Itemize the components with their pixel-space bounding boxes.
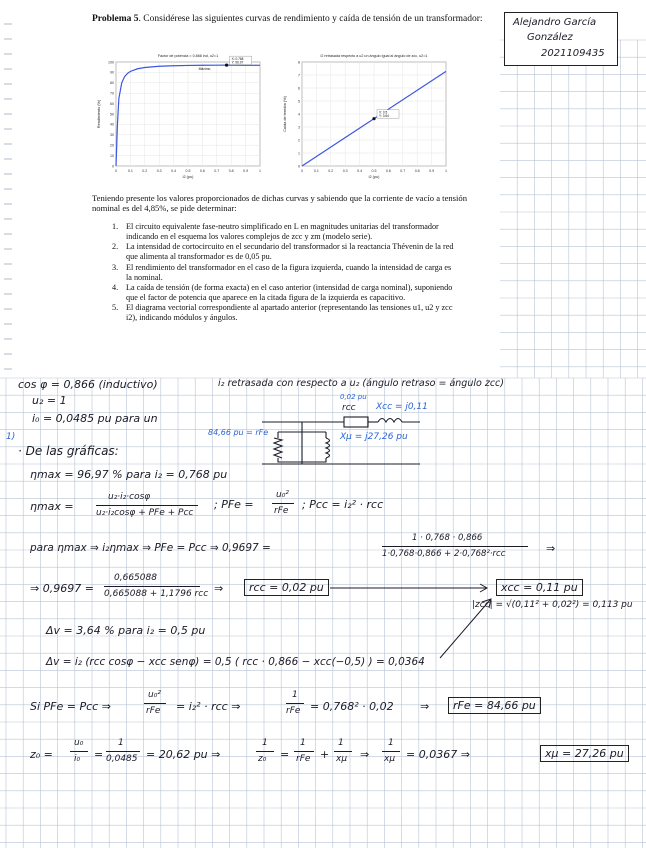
eq1-implies: ⇒ bbox=[546, 542, 556, 555]
y-axis-label: Rendimiento (%) bbox=[97, 99, 101, 129]
eq4-rfe-den: rFe bbox=[296, 754, 311, 764]
circuit-rcc-label: rcc bbox=[342, 403, 356, 413]
x-axis-label: i2 (pu) bbox=[182, 175, 194, 179]
question-number: 3. bbox=[112, 262, 119, 272]
formula-eta: ηmax = bbox=[30, 500, 74, 513]
x-tick-label: 0.5 bbox=[185, 169, 191, 173]
y-tick-label: 4 bbox=[298, 112, 300, 117]
y-tick-label: 6 bbox=[298, 86, 300, 91]
note-part-1-mark: 1) bbox=[6, 432, 16, 442]
eq4-one: 1 bbox=[118, 738, 124, 748]
y-tick-label: 5 bbox=[298, 99, 300, 104]
xmu-inductor bbox=[326, 438, 330, 458]
x-tick-label: 0.3 bbox=[156, 169, 162, 173]
question-list bbox=[112, 222, 457, 324]
formula-eta-denominator: u₂·i₂cosφ + PFe + Pcc bbox=[96, 508, 194, 518]
question-item bbox=[112, 242, 457, 262]
x-tick-label: 0.4 bbox=[171, 169, 177, 173]
question-number: 1. bbox=[112, 222, 119, 231]
x-tick-label: 0.7 bbox=[400, 169, 406, 173]
eq3-start: Si PFe = Pcc ⇒ bbox=[30, 700, 111, 713]
fraction-bar bbox=[70, 751, 88, 752]
datatip-x: X: 0.5 bbox=[379, 110, 388, 115]
eq4-plus: + bbox=[320, 748, 330, 761]
x-tick-label: 0.9 bbox=[429, 169, 435, 173]
result-xcc: xcc = 0,11 pu bbox=[496, 579, 583, 596]
eq4-i0-value: 0,0485 bbox=[106, 754, 138, 764]
fraction-bar bbox=[334, 751, 352, 752]
fraction-bar bbox=[104, 586, 200, 587]
circuit-xcc-label: Xcc = j0,11 bbox=[376, 402, 428, 412]
eq4-eq: = bbox=[94, 748, 104, 761]
problem-paragraph: Teniendo presente los valores proporcionados de dichas curvas y sabiendo que la corriente de vacío a tensión nominal es del 4,85%, se pide determinar: bbox=[92, 193, 468, 214]
datatip-x: X: 0.768 bbox=[231, 56, 244, 61]
eq4-result-inv: = 0,0367 ⇒ bbox=[406, 748, 470, 761]
result-zcc-magnitude: |zcc| = √(0,11² + 0,02²) = 0,113 pu bbox=[472, 600, 633, 610]
question-item bbox=[112, 283, 457, 303]
x-tick-label: 0.2 bbox=[328, 169, 334, 173]
arrow-to-xcc-from-dv bbox=[436, 596, 496, 660]
formula-pfe-label: ; PFe = bbox=[214, 498, 254, 511]
student-surname: González bbox=[527, 32, 573, 43]
y-tick-label: 8 bbox=[298, 60, 300, 65]
x-tick-label: 0 bbox=[301, 169, 303, 173]
x-tick-label: 0.8 bbox=[228, 169, 234, 173]
eq3-implies: ⇒ bbox=[420, 700, 430, 713]
fraction-bar bbox=[294, 751, 314, 752]
rfe-resistor bbox=[274, 438, 282, 458]
eq3-rfe: rFe bbox=[286, 706, 301, 716]
question-number: 2. bbox=[112, 242, 119, 252]
voltage-drop-chart-svg bbox=[278, 48, 454, 184]
eq3-one: 1 bbox=[292, 690, 298, 700]
formula-pcc: ; Pcc = i₂² · rcc bbox=[302, 498, 384, 511]
eq1-numerator: 1 · 0,768 · 0,866 bbox=[412, 533, 483, 543]
question-text: El rendimiento del transformador en el caso de la figura izquierda, cuando la intensidad de carga es la nominal. bbox=[126, 262, 452, 282]
result-rcc: rcc = 0,02 pu bbox=[244, 579, 329, 596]
y-axis-label: Caída de tensión (%) bbox=[283, 96, 287, 132]
fraction-bar bbox=[106, 751, 140, 752]
eq2-lhs: ⇒ 0,9697 = bbox=[30, 582, 94, 595]
chart-title: i2 retrasada respecto a u2 un ángulo igual al ángulo de zcc, u2=1 bbox=[320, 54, 428, 58]
note-i0: i₀ = 0,0485 pu para un bbox=[32, 412, 158, 425]
problem-label: Problema 5 bbox=[92, 14, 139, 24]
y-tick-label: 80 bbox=[110, 81, 114, 86]
x-tick-label: 1 bbox=[259, 169, 261, 173]
x-tick-label: 0.8 bbox=[414, 169, 420, 173]
eq4-implies: ⇒ bbox=[360, 748, 370, 761]
y-tick-label: 60 bbox=[110, 101, 114, 106]
eq4-one-b: 1 bbox=[262, 738, 268, 748]
x-tick-label: 0.5 bbox=[371, 169, 377, 173]
eq4-one-e: 1 bbox=[388, 738, 394, 748]
chart-title: Factor de potencia = 0.866 ind, u2=1 bbox=[157, 54, 219, 58]
fraction-bar bbox=[256, 751, 274, 752]
x-axis-label: i2 (pu) bbox=[368, 175, 380, 179]
x-tick-label: 0.4 bbox=[357, 169, 363, 173]
eq3-value: = 0,768² · 0,02 bbox=[310, 700, 394, 713]
arrow-to-xcc bbox=[330, 580, 494, 594]
y-tick-label: 100 bbox=[108, 60, 114, 65]
y-tick-label: 40 bbox=[110, 122, 114, 127]
efficiency-chart bbox=[92, 48, 268, 184]
y-tick-label: 2 bbox=[298, 138, 300, 143]
y-tick-label: 30 bbox=[110, 133, 114, 138]
note-max-efficiency: ηmax = 96,97 % para i₂ = 0,768 pu bbox=[30, 468, 228, 481]
student-name-box bbox=[504, 12, 618, 66]
eq1-denominator: 1·0,768·0,866 + 2·0,768²·rcc bbox=[382, 549, 506, 559]
fraction-bar bbox=[382, 751, 400, 752]
x-tick-label: 0.3 bbox=[342, 169, 348, 173]
question-number: 4. bbox=[112, 282, 119, 292]
eq4-xmu-den: xμ bbox=[336, 754, 348, 764]
rcc-resistor bbox=[344, 417, 368, 427]
question-item bbox=[112, 263, 457, 283]
eq2-numerator: 0,665088 bbox=[114, 573, 157, 583]
annotation-label: Máximo bbox=[198, 67, 211, 72]
circuit-rcc-value: 0,02 pu bbox=[340, 393, 367, 401]
eq4-i0: i₀ bbox=[74, 754, 81, 764]
result-rfe: rFe = 84,66 pu bbox=[448, 697, 541, 714]
y-tick-label: 10 bbox=[110, 153, 114, 158]
question-text: La caída de tensión (de forma exacta) en el caso anterior (intensidad de carga nominal), suponiendo que el factor de potencia que aparece en la citada figura de la izquierda es capacitivo. bbox=[126, 282, 453, 302]
x-tick-label: 0.6 bbox=[199, 169, 205, 173]
eq2-denominator: 0,665088 + 1,1796 rcc bbox=[104, 589, 209, 599]
question-text: El diagrama vectorial correspondiente al apartado anterior (representando las tensiones u1, u2 y zcc i2), indicando módulos y ángulos. bbox=[126, 303, 453, 323]
y-tick-label: 70 bbox=[110, 91, 114, 96]
formula-eta-numerator: u₂·i₂·cosφ bbox=[108, 492, 151, 502]
fraction-bar bbox=[382, 546, 528, 547]
note-voltage-drop: Δv = 3,64 % para i₂ = 0,5 pu bbox=[46, 624, 206, 637]
x-tick-label: 0.2 bbox=[142, 169, 148, 173]
y-tick-label: 1 bbox=[298, 151, 300, 156]
x-tick-label: 1 bbox=[445, 169, 447, 173]
note-from-graphs: · De las gráficas: bbox=[18, 444, 119, 458]
formula-pfe-denominator: rFe bbox=[274, 506, 289, 516]
circuit-xmu-label: Xμ = j27,26 pu bbox=[340, 432, 408, 442]
x-tick-label: 0.1 bbox=[313, 169, 319, 173]
fraction-bar bbox=[144, 703, 166, 704]
note-u2: u₂ = 1 bbox=[32, 394, 67, 407]
student-id: 2021109435 bbox=[541, 48, 605, 59]
note-power-factor: cos φ = 0,866 (inductivo) bbox=[18, 378, 158, 391]
question-item bbox=[112, 303, 457, 323]
problem-intro: . Considérese las siguientes curvas de rendimiento y caída de tensión de un transformador: bbox=[138, 14, 483, 24]
x-tick-label: 0.9 bbox=[243, 169, 249, 173]
x-tick-label: 0.7 bbox=[214, 169, 220, 173]
y-tick-label: 7 bbox=[298, 73, 300, 78]
eq4-one-d: 1 bbox=[338, 738, 344, 748]
note-eta-condition: para ηmax ⇒ i₂ηmax ⇒ PFe = Pcc ⇒ 0,9697 = bbox=[30, 542, 271, 554]
data-marker bbox=[372, 117, 375, 120]
eq3-mid: = i₂² · rcc ⇒ bbox=[176, 700, 241, 713]
question-item bbox=[112, 222, 457, 242]
circuit-rfe-label: 84,66 pu = rFe bbox=[208, 428, 269, 437]
eq3-numerator: u₀² bbox=[148, 690, 161, 700]
y-tick-label: 50 bbox=[110, 112, 114, 117]
problem-statement bbox=[92, 14, 492, 25]
eq4-z0: z₀ = bbox=[30, 748, 53, 761]
formula-pfe-numerator: u₀² bbox=[276, 490, 289, 500]
efficiency-chart-svg bbox=[92, 48, 268, 184]
question-text: La intensidad de cortocircuito en el secundario del transformador si la reactancia Thévenin de la red que alimenta al transformador es de 0,05 pu. bbox=[126, 242, 454, 262]
eq4-one-c: 1 bbox=[300, 738, 306, 748]
eq2-implies: ⇒ bbox=[214, 582, 224, 595]
formula-voltage-drop: Δv = i₂ (rcc cosφ − xcc senφ) = 0,5 ( rcc · 0,866 − xcc(−0,5) ) = 0,0364 bbox=[46, 656, 425, 668]
result-xmu: xμ = 27,26 pu bbox=[540, 745, 629, 762]
x-tick-label: 0.1 bbox=[127, 169, 133, 173]
y-tick-label: 0 bbox=[298, 164, 300, 169]
x-tick-label: 0.6 bbox=[385, 169, 391, 173]
eq4-z0-den: z₀ bbox=[258, 754, 267, 764]
eq4-eq-b: = bbox=[280, 748, 290, 761]
question-number: 5. bbox=[112, 303, 119, 313]
eq4-xmu-den-b: xμ bbox=[384, 754, 396, 764]
y-tick-label: 3 bbox=[298, 125, 300, 130]
y-tick-label: 20 bbox=[110, 143, 114, 148]
eq4-z0-value: = 20,62 pu ⇒ bbox=[146, 748, 221, 761]
y-tick-label: 0 bbox=[112, 164, 114, 169]
fraction-bar bbox=[96, 505, 198, 506]
eq3-denominator: rFe bbox=[146, 706, 161, 716]
fraction-bar bbox=[286, 703, 304, 704]
question-text: El circuito equivalente fase-neutro simplificado en L en magnitudes unitarias del transformador indicando en el esquema los valores complejos de zcc y zm (modelo serie). bbox=[126, 222, 439, 241]
data-marker bbox=[225, 64, 228, 67]
student-name: Alejandro García bbox=[513, 17, 597, 28]
note-current-lag: i₂ retrasada con respecto a u₂ (ángulo retraso = ángulo zcc) bbox=[218, 378, 504, 389]
xcc-inductor bbox=[378, 419, 402, 423]
voltage-drop-chart bbox=[278, 48, 454, 184]
x-tick-label: 0 bbox=[115, 169, 117, 173]
eq4-u0: u₀ bbox=[74, 738, 84, 748]
fraction-bar bbox=[272, 503, 294, 504]
y-tick-label: 90 bbox=[110, 70, 114, 75]
datatip-y: Y: 3.64 bbox=[379, 113, 389, 118]
datatip-y: Y: 96.97 bbox=[231, 60, 244, 65]
